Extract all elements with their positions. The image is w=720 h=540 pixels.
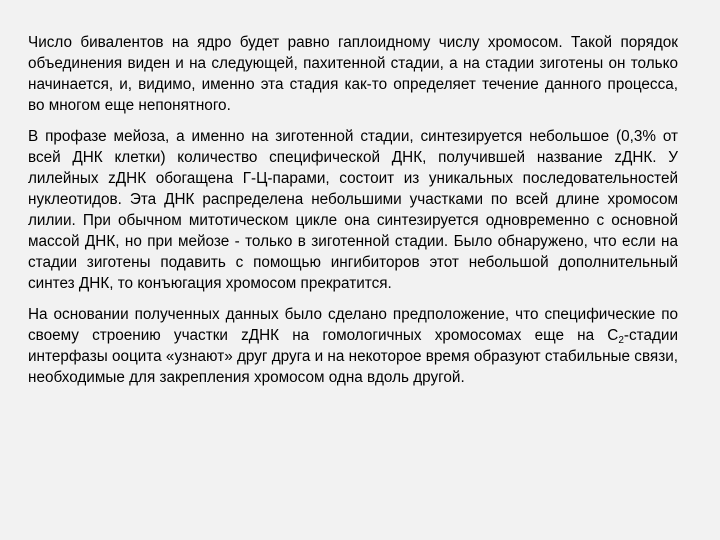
paragraph-hypothesis-end: -стадии интерфазы ооцита «узнают» друг друга и на некоторое время образуют стабильные связи, необходимые для закрепления хромосом одна вдоль другой. bbox=[28, 327, 678, 386]
paragraph-bivalents: Число бивалентов на ядро будет равно гаплоидному числу хромосом. Такой порядок объединения виден и на следующей, пахитенной стадии, а на стадии зиготены он только начинается, и, видимо, именно эта стадия как-то определяет течение данного процесса, во многом еще непонятного. bbox=[28, 34, 678, 114]
paragraph-hypothesis-start: На основании полученных данных было сделано предположение, что специфические по своему строению участки zДНК на гомологичных хромосомах еще на С bbox=[28, 306, 678, 344]
paragraph-hypothesis bbox=[28, 304, 678, 388]
subscript-2: 2 bbox=[618, 335, 624, 346]
text-block bbox=[28, 32, 678, 398]
paragraph-zdna-synthesis: В профазе мейоза, а именно на зиготенной стадии, синтезируется небольшое (0,3% от всей ДНК клетки) количество специфической ДНК, получившей название zДНК. У лилейных zДНК обогащена Г-Ц-парами, состоит из уникальных последовательностей нуклеотидов. Эта ДНК распределена небольшими участками по всей длине хромосом лилии. При обычном митотическом цикле она синтезируется одновременно с основной массой ДНК, но при мейозе - только в зиготенной стадии. Было обнаружено, что если на стадии зиготены подавить с помощью ингибиторов этот небольшой дополнительный синтез ДНК, то конъюгация хромосом прекратится. bbox=[28, 128, 678, 292]
